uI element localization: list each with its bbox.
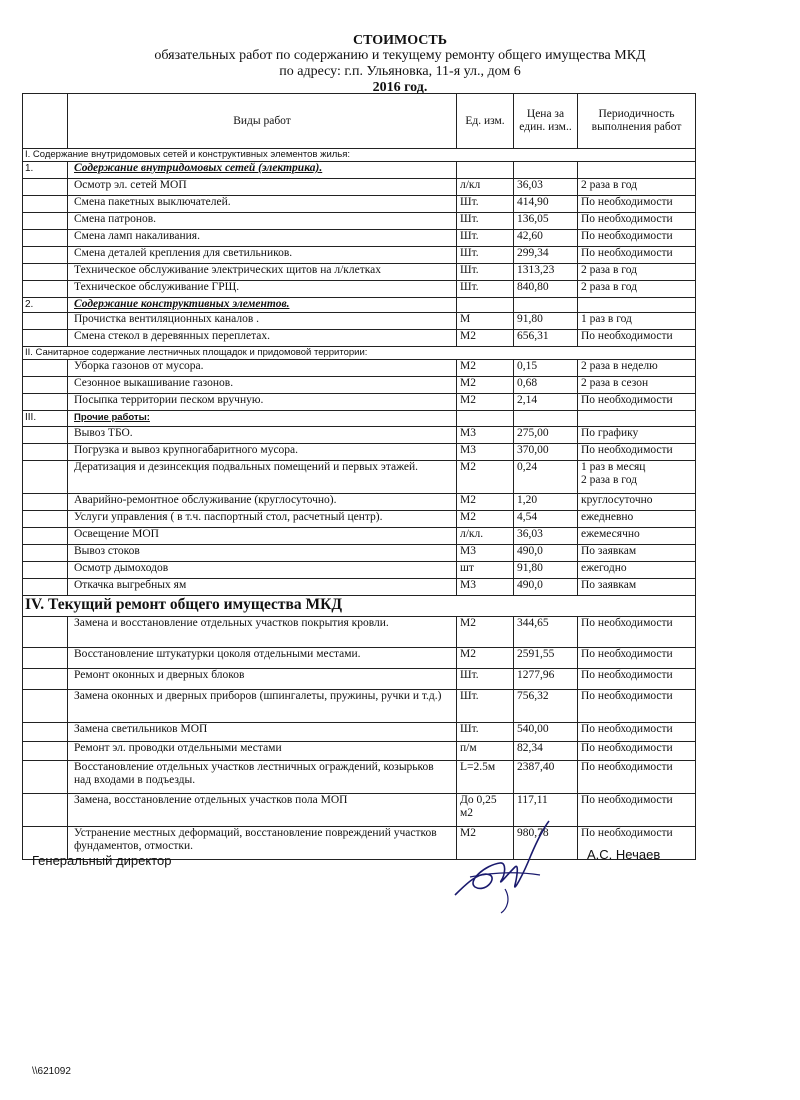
- unit-cell: М2: [457, 377, 514, 394]
- table-row: [23, 247, 696, 264]
- price-cell: 1313,23: [514, 264, 578, 281]
- work-name: Смена деталей крепления для светильников.: [68, 247, 457, 264]
- unit-cell: М2: [457, 648, 514, 669]
- table-row: [23, 264, 696, 281]
- price-cell: [514, 162, 578, 179]
- unit-cell: М2: [457, 617, 514, 648]
- period-cell: По необходимости: [578, 827, 696, 860]
- period-cell: 2 раза в год: [578, 264, 696, 281]
- work-name: Содержание внутридомовых сетей (электрика).: [68, 162, 457, 179]
- section-row: [23, 149, 696, 162]
- unit-cell: До 0,25 м2: [457, 794, 514, 827]
- works-table: [22, 93, 696, 860]
- document-title: СТОИМОСТЬ: [352, 33, 448, 48]
- row-number: [23, 511, 68, 528]
- unit-cell: п/м: [457, 742, 514, 761]
- price-cell: 840,80: [514, 281, 578, 298]
- row-number: [23, 196, 68, 213]
- price-cell: 36,03: [514, 528, 578, 545]
- unit-cell: Шт.: [457, 690, 514, 723]
- table-row: [23, 461, 696, 494]
- work-name: Освещение МОП: [68, 528, 457, 545]
- period-cell: ежегодно: [578, 562, 696, 579]
- work-name: Смена пакетных выключателей.: [68, 196, 457, 213]
- row-number: [23, 394, 68, 411]
- work-name: Замена, восстановление отдельных участков пола МОП: [68, 794, 457, 827]
- price-cell: 91,80: [514, 562, 578, 579]
- table-row: [23, 528, 696, 545]
- price-cell: 980,78: [514, 827, 578, 860]
- work-name: Уборка газонов от мусора.: [68, 360, 457, 377]
- unit-cell: Шт.: [457, 213, 514, 230]
- work-name: Посыпка территории песком вручную.: [68, 394, 457, 411]
- period-cell: [578, 298, 696, 313]
- row-number: [23, 247, 68, 264]
- table-row: [23, 196, 696, 213]
- period-cell: По необходимости: [578, 723, 696, 742]
- work-name: Смена стекол в деревянных переплетах.: [68, 330, 457, 347]
- row-number: 1.: [23, 162, 68, 179]
- price-cell: 299,34: [514, 247, 578, 264]
- price-cell: 0,15: [514, 360, 578, 377]
- table-row: [23, 179, 696, 196]
- unit-cell: шт: [457, 562, 514, 579]
- work-name: Вывоз стоков: [68, 545, 457, 562]
- row-number: [23, 617, 68, 648]
- work-name: Смена патронов.: [68, 213, 457, 230]
- period-cell: По необходимости: [578, 617, 696, 648]
- price-cell: 117,11: [514, 794, 578, 827]
- price-cell: 136,05: [514, 213, 578, 230]
- table-row: [23, 648, 696, 669]
- work-name: Погрузка и вывоз крупногабаритного мусора.: [68, 444, 457, 461]
- price-cell: 1277,96: [514, 669, 578, 690]
- header-num-cell: [23, 94, 68, 149]
- period-cell: По необходимости: [578, 669, 696, 690]
- unit-cell: л/кл: [457, 179, 514, 196]
- work-name: Смена ламп накаливания.: [68, 230, 457, 247]
- table-row: [23, 669, 696, 690]
- period-cell: По заявкам: [578, 545, 696, 562]
- unit-cell: М2: [457, 330, 514, 347]
- price-cell: [514, 411, 578, 427]
- table-row: [23, 394, 696, 411]
- period-cell: По необходимости: [578, 648, 696, 669]
- price-cell: 4,54: [514, 511, 578, 528]
- row-number: [23, 427, 68, 444]
- price-cell: 756,32: [514, 690, 578, 723]
- document-year: 2016 год.: [372, 80, 428, 95]
- row-number: [23, 545, 68, 562]
- table-row: [23, 545, 696, 562]
- section-title: IV. Текущий ремонт общего имущества МКД: [23, 596, 696, 617]
- table-row: [23, 427, 696, 444]
- row-number: [23, 669, 68, 690]
- document-subtitle: обязательных работ по содержанию и текущему ремонту общего имущества МКД: [154, 48, 646, 63]
- price-cell: 490,0: [514, 579, 578, 596]
- work-name: Вывоз ТБО.: [68, 427, 457, 444]
- work-name: Дератизация и дезинсекция подвальных помещений и первых этажей.: [68, 461, 457, 494]
- table-row: [23, 690, 696, 723]
- work-name: Восстановление штукатурки цоколя отдельными местами.: [68, 648, 457, 669]
- period-cell: По необходимости: [578, 230, 696, 247]
- table-row: [23, 330, 696, 347]
- unit-cell: Шт.: [457, 281, 514, 298]
- row-number: [23, 264, 68, 281]
- row-number: III.: [23, 411, 68, 427]
- subsection-row: [23, 298, 696, 313]
- unit-cell: [457, 162, 514, 179]
- work-name: Техническое обслуживание ГРЩ.: [68, 281, 457, 298]
- table-row: [23, 281, 696, 298]
- price-cell: 2387,40: [514, 761, 578, 794]
- subsection-row: [23, 162, 696, 179]
- unit-cell: М3: [457, 579, 514, 596]
- work-name: Восстановление отдельных участков лестничных ограждений, козырьков над входами в подъезды.: [68, 761, 457, 794]
- work-name: Аварийно-ремонтное обслуживание (круглосуточно).: [68, 494, 457, 511]
- unit-cell: Шт.: [457, 669, 514, 690]
- work-name: Техническое обслуживание электрических щитов на л/клетках: [68, 264, 457, 281]
- signatory-position: Генеральный директор: [32, 853, 172, 868]
- unit-cell: Шт.: [457, 723, 514, 742]
- table-row: [23, 444, 696, 461]
- work-name: Устранение местных деформаций, восстановление повреждений участков фундаментов, отмостки.: [68, 827, 457, 860]
- price-cell: 370,00: [514, 444, 578, 461]
- row-number: [23, 690, 68, 723]
- row-number: [23, 742, 68, 761]
- row-number: [23, 281, 68, 298]
- period-cell: 2 раза в сезон: [578, 377, 696, 394]
- period-cell: По необходимости: [578, 742, 696, 761]
- row-number: [23, 794, 68, 827]
- unit-cell: Шт.: [457, 230, 514, 247]
- header-period: Периодичность выполнения работ: [578, 94, 696, 149]
- row-number: [23, 377, 68, 394]
- table-row: [23, 579, 696, 596]
- unit-cell: М2: [457, 360, 514, 377]
- unit-cell: М2: [457, 511, 514, 528]
- table-row: [23, 213, 696, 230]
- row-number: [23, 230, 68, 247]
- work-name: Замена и восстановление отдельных участков покрытия кровли.: [68, 617, 457, 648]
- table-row: [23, 511, 696, 528]
- unit-cell: М: [457, 313, 514, 330]
- table-row: [23, 742, 696, 761]
- section-title: II. Санитарное содержание лестничных площадок и придомовой территории:: [23, 347, 696, 360]
- row-number: [23, 723, 68, 742]
- price-cell: 82,34: [514, 742, 578, 761]
- unit-cell: М3: [457, 427, 514, 444]
- work-name: Ремонт оконных и дверных блоков: [68, 669, 457, 690]
- row-number: [23, 579, 68, 596]
- work-name: Замена светильников МОП: [68, 723, 457, 742]
- table-row: [23, 360, 696, 377]
- row-number: [23, 330, 68, 347]
- price-cell: 344,65: [514, 617, 578, 648]
- signatory-name: А.С. Нечаев: [587, 847, 661, 862]
- row-number: [23, 494, 68, 511]
- work-name: Сезонное выкашивание газонов.: [68, 377, 457, 394]
- section-row: [23, 347, 696, 360]
- work-name: Осмотр эл. сетей МОП: [68, 179, 457, 196]
- period-cell: По заявкам: [578, 579, 696, 596]
- work-name: Прочие работы:: [68, 411, 457, 427]
- table-row: [23, 761, 696, 794]
- table-row: [23, 723, 696, 742]
- row-number: [23, 648, 68, 669]
- unit-cell: [457, 411, 514, 427]
- document-number: \\621092: [32, 1066, 71, 1077]
- price-cell: 2591,55: [514, 648, 578, 669]
- period-cell: По необходимости: [578, 794, 696, 827]
- work-name: Откачка выгребных ям: [68, 579, 457, 596]
- table-row: [23, 562, 696, 579]
- unit-cell: М2: [457, 827, 514, 860]
- period-cell: По необходимости: [578, 761, 696, 794]
- period-cell: По необходимости: [578, 690, 696, 723]
- table-header-row: [23, 94, 696, 149]
- work-name: Осмотр дымоходов: [68, 562, 457, 579]
- period-cell: 2 раза в год: [578, 281, 696, 298]
- signature-image: [445, 815, 555, 915]
- unit-cell: М2: [457, 461, 514, 494]
- section-title: I. Содержание внутридомовых сетей и конструктивных элементов жилья:: [23, 149, 696, 162]
- price-cell: 490,0: [514, 545, 578, 562]
- period-cell: По графику: [578, 427, 696, 444]
- row-number: [23, 360, 68, 377]
- row-number: [23, 213, 68, 230]
- work-name: Услуги управления ( в т.ч. паспортный стол, расчетный центр).: [68, 511, 457, 528]
- period-cell: По необходимости: [578, 444, 696, 461]
- period-cell: ежедневно: [578, 511, 696, 528]
- unit-cell: М3: [457, 444, 514, 461]
- row-number: [23, 761, 68, 794]
- price-cell: 42,60: [514, 230, 578, 247]
- period-cell: По необходимости: [578, 330, 696, 347]
- unit-cell: л/кл.: [457, 528, 514, 545]
- section-row: [23, 596, 696, 617]
- header-price: Цена за един. изм..: [514, 94, 578, 149]
- unit-cell: Шт.: [457, 264, 514, 281]
- row-number: [23, 562, 68, 579]
- row-number: [23, 528, 68, 545]
- period-cell: 2 раза в неделю: [578, 360, 696, 377]
- header-unit: Ед. изм.: [457, 94, 514, 149]
- table-row: [23, 313, 696, 330]
- work-name: Прочистка вентиляционных каналов .: [68, 313, 457, 330]
- table-row: [23, 794, 696, 827]
- unit-cell: [457, 298, 514, 313]
- period-cell: 1 раз в месяц 2 раза в год: [578, 461, 696, 494]
- unit-cell: Шт.: [457, 196, 514, 213]
- table-row: [23, 230, 696, 247]
- subsection-row: [23, 411, 696, 427]
- price-cell: 2,14: [514, 394, 578, 411]
- price-cell: 414,90: [514, 196, 578, 213]
- period-cell: круглосуточно: [578, 494, 696, 511]
- price-cell: 91,80: [514, 313, 578, 330]
- price-cell: 1,20: [514, 494, 578, 511]
- row-number: [23, 313, 68, 330]
- period-cell: По необходимости: [578, 196, 696, 213]
- price-cell: 0,24: [514, 461, 578, 494]
- period-cell: По необходимости: [578, 247, 696, 264]
- price-cell: 0,68: [514, 377, 578, 394]
- table-row: [23, 617, 696, 648]
- header-works: Виды работ: [68, 94, 457, 149]
- work-name: Содержание конструктивных элементов.: [68, 298, 457, 313]
- document-address: по адресу: г.п. Ульяновка, 11-я ул., дом 6: [279, 64, 521, 79]
- row-number: [23, 444, 68, 461]
- period-cell: По необходимости: [578, 394, 696, 411]
- row-number: [23, 179, 68, 196]
- unit-cell: Шт.: [457, 247, 514, 264]
- period-cell: ежемесячно: [578, 528, 696, 545]
- price-cell: [514, 298, 578, 313]
- period-cell: 1 раз в год: [578, 313, 696, 330]
- period-cell: По необходимости: [578, 213, 696, 230]
- price-cell: 275,00: [514, 427, 578, 444]
- period-cell: [578, 162, 696, 179]
- table-row: [23, 377, 696, 394]
- table-row: [23, 494, 696, 511]
- unit-cell: М3: [457, 545, 514, 562]
- row-number: 2.: [23, 298, 68, 313]
- row-number: [23, 461, 68, 494]
- unit-cell: М2: [457, 494, 514, 511]
- price-cell: 36,03: [514, 179, 578, 196]
- price-cell: 656,31: [514, 330, 578, 347]
- period-cell: [578, 411, 696, 427]
- unit-cell: М2: [457, 394, 514, 411]
- work-name: Замена оконных и дверных приборов (шпингалеты, пружины, ручки и т.д.): [68, 690, 457, 723]
- price-cell: 540,00: [514, 723, 578, 742]
- unit-cell: L=2.5м: [457, 761, 514, 794]
- period-cell: 2 раза в год: [578, 179, 696, 196]
- work-name: Ремонт эл. проводки отдельными местами: [68, 742, 457, 761]
